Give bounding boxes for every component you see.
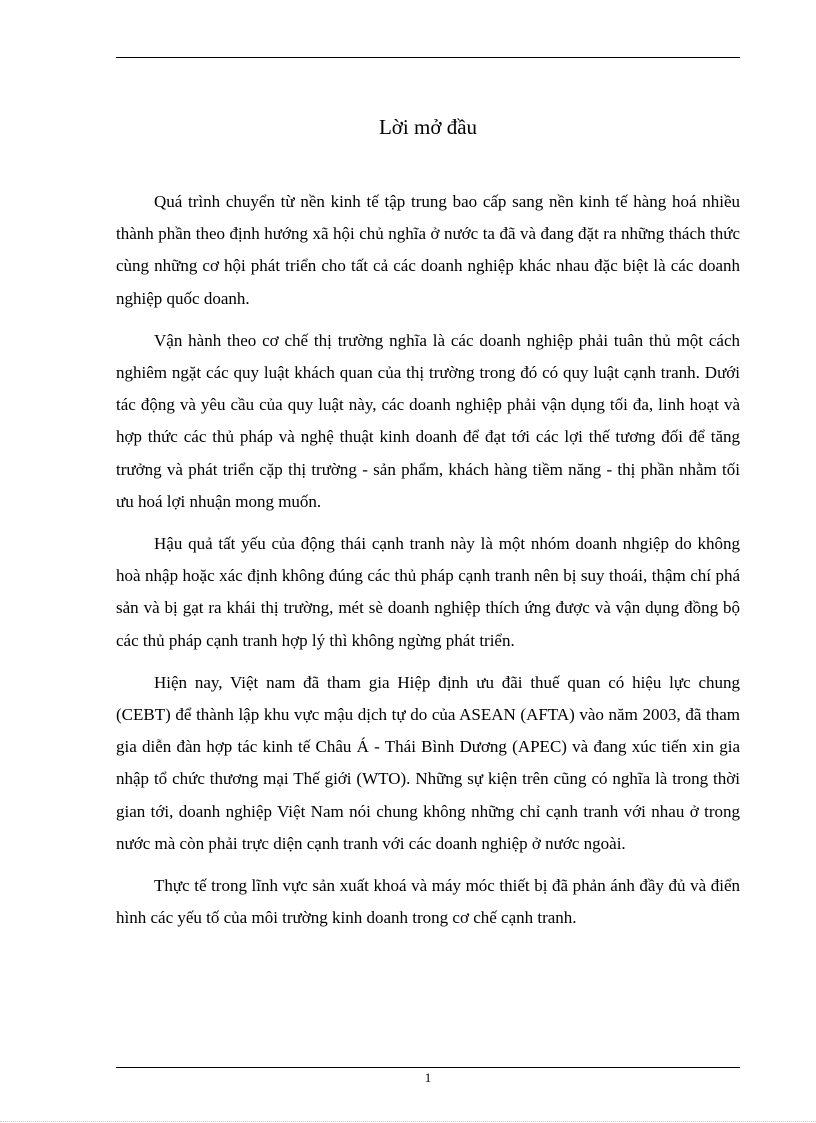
page-number: 1 [424, 1070, 432, 1085]
page-edge-divider [0, 1121, 816, 1122]
paragraph-5: Thực tế trong lĩnh vực sản xuất khoá và máy móc thiết bị đã phản ánh đầy đủ và điển hình các yếu tố của môi trường kinh doanh trong cơ chế cạnh tranh. [116, 876, 740, 928]
paragraph-4: Hiện nay, Việt nam đã tham gia Hiệp định ưu đãi thuế quan có hiệu lực chung (CEBT) để thành lập khu vực mậu dịch tự do của ASEAN (AFTA) vào năm 2003, đã tham gia diễn đàn hợp tác kinh tế Châu Á - Thái Bình Dương (APEC) và đang xúc tiến xin gia nhập tổ chức thương mại Thế giới (WTO). Những sự kiện trên cũng có nghĩa là trong thời gian tới, doanh nghiệp Việt Nam nói chung không những chỉ cạnh tranh với nhau ở trong nước mà còn phải trực diện cạnh tranh với các doanh nghiệp ở nước ngoài. [116, 672, 740, 853]
paragraph-1: Quá trình chuyển từ nền kinh tế tập trung bao cấp sang nền kinh tế hàng hoá nhiều thành phần theo định hướng xã hội chủ nghĩa ở nước ta đã và đang đặt ra những thách thức cùng những cơ hội phát triển cho tất cả các doanh nghiệp khác nhau đặc biệt là các doanh nghiệp quốc doanh. [116, 192, 740, 308]
header-rule [116, 57, 740, 58]
paragraph-2: Vận hành theo cơ chế thị trường nghĩa là các doanh nghiệp phải tuân thủ một cách nghiêm ngặt các quy luật khách quan của thị trường trong đó có quy luật cạnh tranh. Dưới tác động và yêu cầu của quy luật này, các doanh nghiệp phải vận dụng tối đa, linh hoạt và hợp thức các thủ pháp và nghệ thuật kinh doanh để đạt tới các lợi thế tương đối để tăng trưởng và phát triển cặp thị trường - sản phẩm, khách hàng tiềm năng - thị phần nhằm tối ưu hoá lợi nhuận mong muốn. [116, 330, 740, 511]
page-title: Lời mở đầu [378, 115, 478, 139]
paragraph-3: Hậu quả tất yếu của động thái cạnh tranh này là một nhóm doanh nhgiệp do không hoà nhập hoặc xác định không đúng các thủ pháp cạnh tranh nên bị suy thoái, thậm chí phá sản và bị gạt ra khái thị trường, mét sè doanh nghiệp thích ứng được và vận dụng đồng bộ các thủ pháp cạnh tranh hợp lý thì không ngừng phát triển. [116, 534, 740, 650]
body-text [116, 186, 740, 944]
footer-rule [116, 1067, 740, 1068]
